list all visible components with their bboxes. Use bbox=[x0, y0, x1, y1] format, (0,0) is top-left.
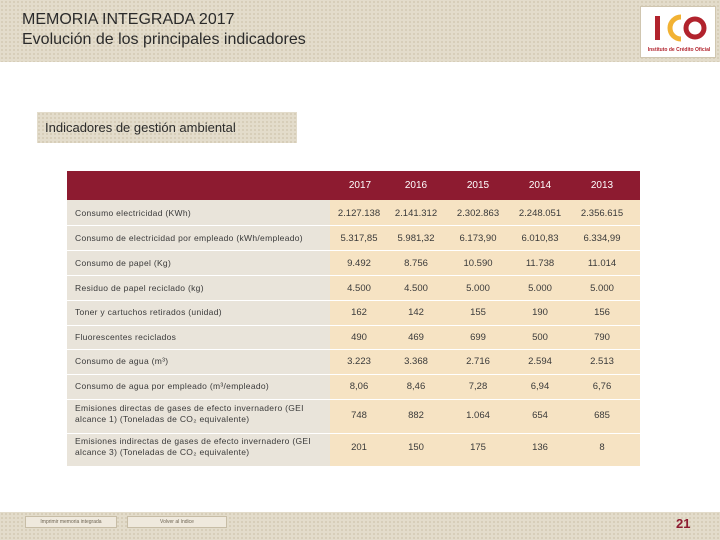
row-divider bbox=[67, 433, 640, 434]
cell-value: 8,46 bbox=[406, 381, 426, 392]
cell-value: 8.756 bbox=[404, 258, 428, 269]
cell-value: 4.500 bbox=[404, 283, 428, 294]
cell-value: 2.248.051 bbox=[518, 208, 562, 219]
row-divider bbox=[67, 250, 640, 251]
cell-value: 8 bbox=[599, 442, 605, 453]
cell-value: 5.000 bbox=[590, 283, 614, 294]
year-header: 2013 bbox=[590, 180, 614, 191]
row-label: Consumo de agua (m³) bbox=[75, 356, 169, 366]
cell-value: 2.716 bbox=[466, 356, 490, 367]
cell-value: 11.738 bbox=[525, 258, 555, 269]
indicators-table bbox=[67, 171, 640, 466]
row-divider bbox=[67, 399, 640, 400]
cell-value: 685 bbox=[594, 410, 610, 421]
row-label: Emisiones directas de gases de efecto invernadero (GEI alcance 1) (Toneladas de CO₂ equivalente) bbox=[75, 403, 304, 424]
cell-value: 3.223 bbox=[347, 356, 371, 367]
section-title: Indicadores de gestión ambiental bbox=[45, 120, 236, 135]
cell-value: 490 bbox=[351, 332, 367, 343]
cell-value: 5.000 bbox=[466, 283, 490, 294]
ico-logo-icon bbox=[651, 11, 707, 45]
document-title: MEMORIA INTEGRADA 2017 bbox=[22, 11, 235, 28]
footer-bar bbox=[0, 512, 720, 540]
header-bar bbox=[0, 0, 720, 62]
page-subtitle: Evolución de los principales indicadores bbox=[22, 31, 306, 48]
row-divider bbox=[67, 300, 640, 301]
section-header bbox=[37, 112, 297, 143]
cell-value: 748 bbox=[351, 410, 367, 421]
page-number: 21 bbox=[676, 516, 691, 531]
cell-value: 162 bbox=[351, 307, 367, 318]
row-divider bbox=[67, 275, 640, 276]
cell-value: 2.594 bbox=[528, 356, 552, 367]
cell-value: 136 bbox=[532, 442, 548, 453]
print-report-button[interactable]: Imprimir memoria integrada bbox=[25, 516, 117, 528]
cell-value: 5.981,32 bbox=[397, 233, 435, 244]
cell-value: 699 bbox=[470, 332, 486, 343]
cell-value: 2.302.863 bbox=[456, 208, 500, 219]
cell-value: 654 bbox=[532, 410, 548, 421]
year-header: 2017 bbox=[348, 180, 372, 191]
cell-value: 6.173,90 bbox=[459, 233, 497, 244]
cell-value: 4.500 bbox=[347, 283, 371, 294]
row-label: Toner y cartuchos retirados (unidad) bbox=[75, 307, 222, 317]
cell-value: 6.334,99 bbox=[583, 233, 621, 244]
cell-value: 500 bbox=[532, 332, 548, 343]
cell-value: 201 bbox=[351, 442, 367, 453]
row-label: Consumo electricidad (KWh) bbox=[75, 208, 191, 218]
cell-value: 5.000 bbox=[528, 283, 552, 294]
cell-value: 2.127.138 bbox=[337, 208, 381, 219]
year-header: 2014 bbox=[528, 180, 552, 191]
cell-value: 190 bbox=[532, 307, 548, 318]
row-label: Consumo de papel (Kg) bbox=[75, 258, 172, 268]
cell-value: 790 bbox=[594, 332, 610, 343]
cell-value: 2.356.615 bbox=[580, 208, 624, 219]
cell-value: 8,06 bbox=[349, 381, 369, 392]
cell-value: 6,94 bbox=[530, 381, 550, 392]
cell-value: 3.368 bbox=[404, 356, 428, 367]
cell-value: 6,76 bbox=[592, 381, 612, 392]
cell-value: 882 bbox=[408, 410, 424, 421]
cell-value: 2.141.312 bbox=[394, 208, 438, 219]
cell-value: 1.064 bbox=[466, 410, 490, 421]
row-divider bbox=[67, 374, 640, 375]
cell-value: 11.014 bbox=[587, 258, 617, 269]
ico-logo bbox=[640, 6, 716, 58]
cell-value: 9.492 bbox=[347, 258, 371, 269]
cell-value: 155 bbox=[470, 307, 486, 318]
logo-subtitle: Instituto de Crédito Oficial bbox=[647, 47, 711, 53]
back-to-index-button[interactable]: Volver al índice bbox=[127, 516, 227, 528]
row-divider bbox=[67, 325, 640, 326]
cell-value: 150 bbox=[408, 442, 424, 453]
year-header: 2016 bbox=[404, 180, 428, 191]
cell-value: 2.513 bbox=[590, 356, 614, 367]
row-label: Emisiones indirectas de gases de efecto invernadero (GEI alcance 3) (Toneladas de CO₂ equivalente) bbox=[75, 436, 312, 457]
row-divider bbox=[67, 349, 640, 350]
cell-value: 142 bbox=[408, 307, 424, 318]
cell-value: 6.010,83 bbox=[521, 233, 559, 244]
cell-value: 175 bbox=[470, 442, 486, 453]
year-header: 2015 bbox=[466, 180, 490, 191]
cell-value: 156 bbox=[594, 307, 610, 318]
cell-value: 10.590 bbox=[463, 258, 493, 269]
cell-value: 469 bbox=[408, 332, 424, 343]
cell-value: 5.317,85 bbox=[340, 233, 378, 244]
table-header-row bbox=[67, 171, 640, 200]
cell-value: 7,28 bbox=[468, 381, 488, 392]
row-label: Fluorescentes reciclados bbox=[75, 332, 177, 342]
row-label: Consumo de electricidad por empleado (kWh/empleado) bbox=[75, 233, 303, 243]
row-label: Consumo de agua por empleado (m³/empleado) bbox=[75, 381, 270, 391]
row-label: Residuo de papel reciclado (kg) bbox=[75, 283, 204, 293]
row-divider bbox=[67, 225, 640, 226]
